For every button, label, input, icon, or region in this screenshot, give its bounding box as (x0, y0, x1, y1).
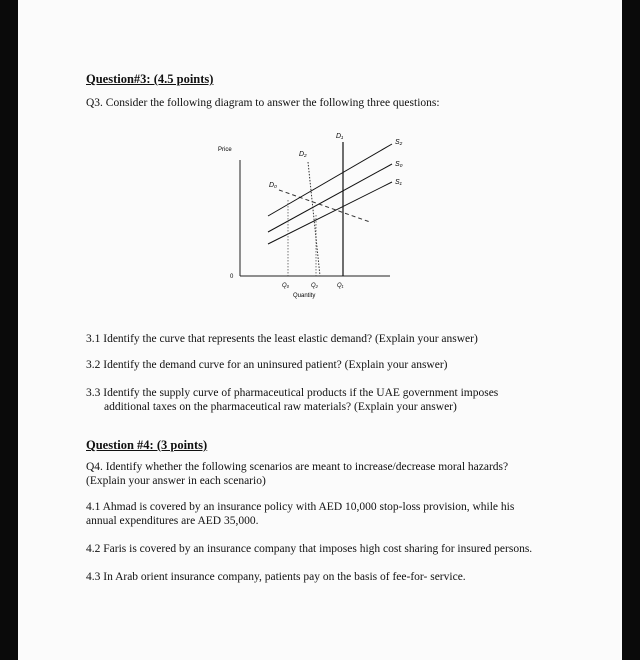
tick-q2: Q₂ (311, 283, 318, 289)
label-s0: S₀ (395, 161, 403, 168)
supply-curve-s0 (268, 164, 392, 232)
question-4-title: Question #4: (3 points) (86, 438, 208, 452)
question-3-3: 3.3 Identify the supply curve of pharmaceutical products if the UAE government imposes (86, 387, 499, 399)
label-d1: D₁ (336, 133, 344, 140)
supply-demand-diagram (18, 120, 622, 330)
label-d2-top: D₂ (299, 151, 307, 158)
document-page (18, 0, 622, 660)
question-3-3-cont: additional taxes on the pharmaceutical raw materials? (Explain your answer) (104, 401, 457, 413)
label-s2: S₂ (395, 139, 403, 146)
tick-q1: Q₁ (337, 283, 344, 289)
question-4-3: 4.3 In Arab orient insurance company, patients pay on the basis of fee-for- service. (86, 571, 466, 583)
question-3-title: Question#3: (4.5 points) (86, 72, 214, 86)
question-4-intro-cont: (Explain your answer in each scenario) (86, 475, 266, 487)
supply-curve-s2 (268, 144, 392, 216)
x-axis-label: Quantity (293, 293, 316, 299)
question-3-intro: Q3. Consider the following diagram to answer the following three questions: (86, 97, 440, 109)
question-3-2: 3.2 Identify the demand curve for an uninsured patient? (Explain your answer) (86, 359, 448, 371)
label-d0: D₀ (269, 182, 278, 189)
question-4-2: 4.2 Faris is covered by an insurance company that imposes high cost sharing for insured persons. (86, 543, 533, 555)
question-4-1-cont: annual expenditures are AED 35,000. (86, 515, 259, 527)
label-s1: S₁ (395, 179, 402, 186)
tick-q0: Q₀ (282, 283, 290, 289)
origin-label: 0 (230, 274, 234, 280)
question-4-1: 4.1 Ahmad is covered by an insurance policy with AED 10,000 stop-loss provision, while his (86, 501, 515, 513)
demand-curve-d0 (279, 190, 370, 222)
question-4-intro: Q4. Identify whether the following scenarios are meant to increase/decrease moral hazards? (86, 461, 509, 473)
question-3-1: 3.1 Identify the curve that represents the least elastic demand? (Explain your answer) (86, 333, 478, 345)
y-axis-label: Price (218, 147, 232, 153)
supply-curve-s1 (268, 182, 392, 244)
